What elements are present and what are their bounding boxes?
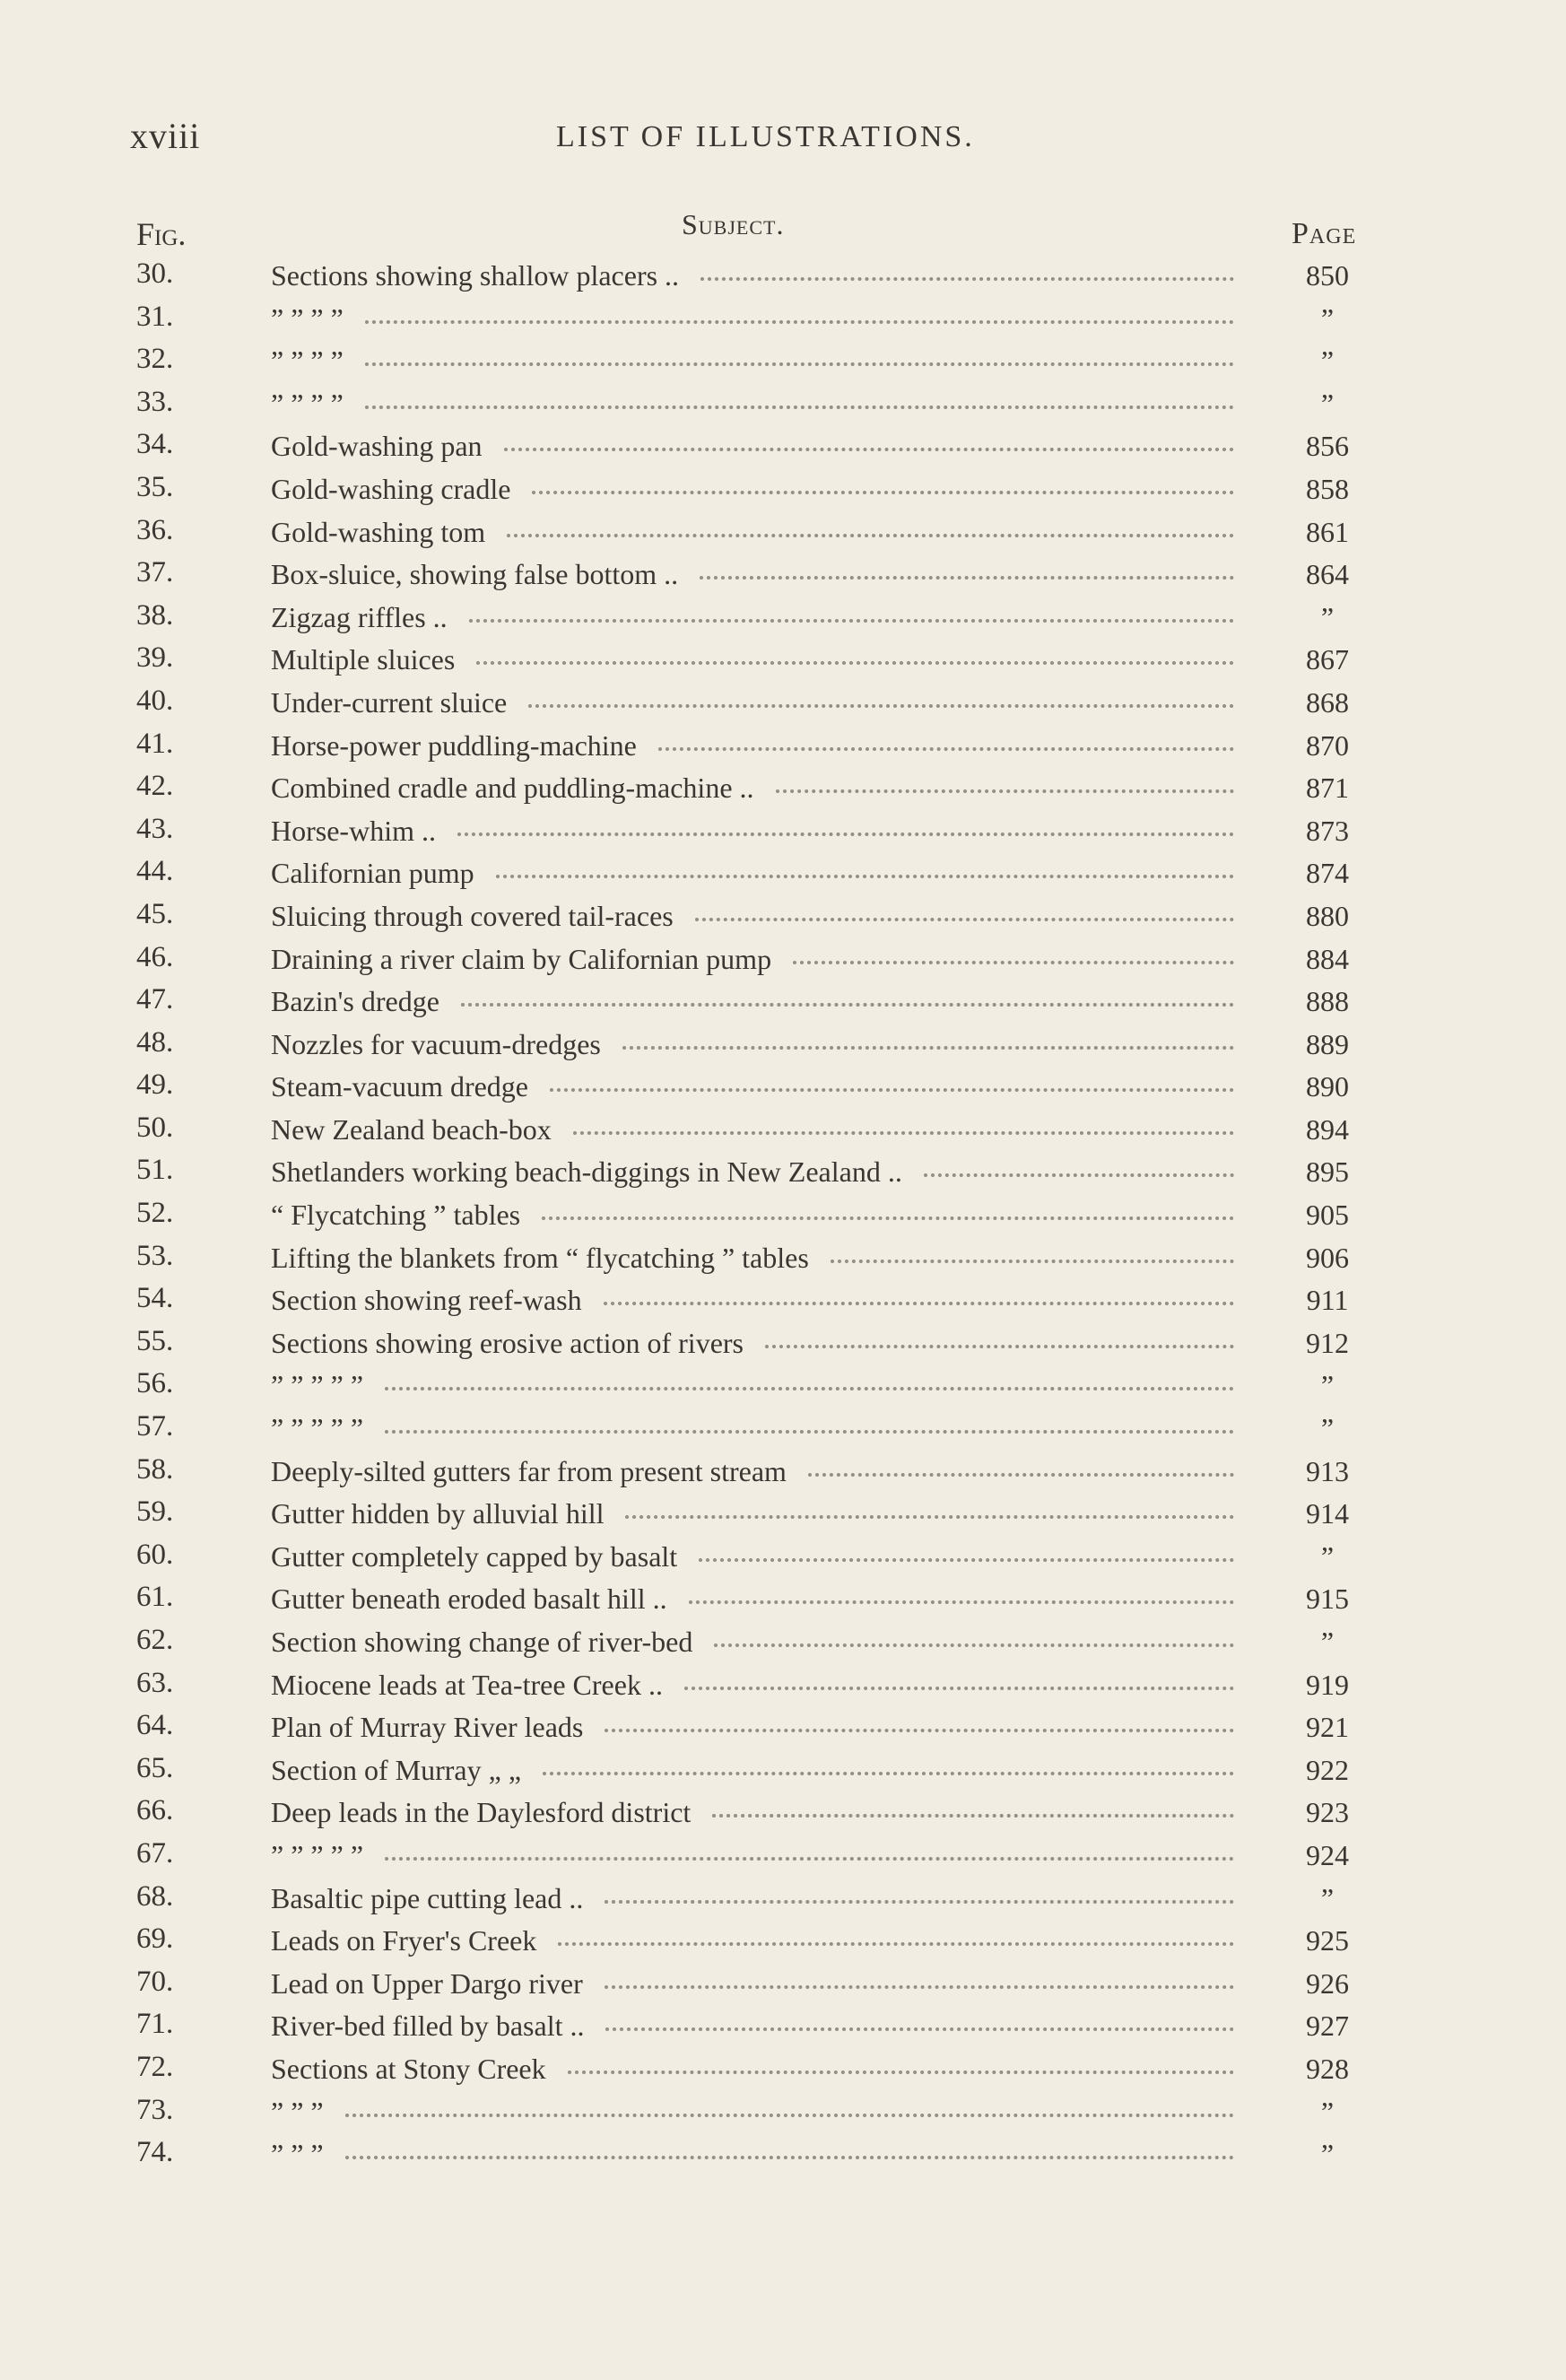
list-item: [0, 299, 1566, 342]
page-reference: 868: [1306, 685, 1349, 719]
dot-leader: [550, 1085, 1234, 1092]
list-item: [0, 1494, 1566, 1537]
figure-subject: Deep leads in the Daylesford district: [271, 1796, 692, 1829]
page-reference: 914: [1306, 1497, 1349, 1530]
dot-leader: [504, 444, 1234, 451]
list-item: [0, 1110, 1566, 1153]
list-item: [0, 726, 1566, 769]
figure-number: 54.: [136, 1282, 174, 1315]
page-reference: 925: [1306, 1924, 1349, 1957]
page-reference: 890: [1306, 1070, 1349, 1103]
figure-subject: Gutter beneath eroded basalt hill ..: [271, 1582, 667, 1616]
figure-number: 30.: [136, 257, 174, 290]
dot-leader: [605, 1896, 1234, 1904]
page-reference: 888: [1306, 985, 1349, 1018]
figure-subject: Basaltic pipe cutting lead ..: [271, 1881, 584, 1914]
list-item: [0, 1835, 1566, 1879]
figure-number: 67.: [136, 1836, 174, 1870]
page-number: xviii: [130, 116, 201, 156]
list-item: [0, 1452, 1566, 1495]
figure-number: 57.: [136, 1410, 174, 1443]
figure-subject: Deeply-silted gutters far from present stream: [271, 1454, 787, 1487]
dot-leader: [532, 487, 1234, 494]
page-reference: ”: [1320, 1881, 1335, 1914]
figure-number: 32.: [136, 343, 174, 376]
dot-leader: [568, 2067, 1234, 2074]
list-item: [0, 426, 1566, 469]
dot-leader: [461, 999, 1234, 1007]
list-item: [0, 1665, 1566, 1708]
dot-leader: [385, 1426, 1234, 1434]
list-item: [0, 2092, 1566, 2135]
list-item: [0, 2049, 1566, 2092]
figure-number: 37.: [136, 556, 174, 589]
dot-leader: [469, 615, 1234, 623]
figure-number: 74.: [136, 2136, 174, 2169]
dot-leader: [385, 1853, 1234, 1861]
dot-leader: [714, 1640, 1234, 1647]
figure-subject: ” ” ” ”: [271, 387, 344, 420]
page-reference: ”: [1320, 344, 1335, 378]
list-item: [0, 597, 1566, 641]
page-reference: 926: [1306, 1966, 1349, 2000]
figure-subject: Plan of Murray River leads: [271, 1711, 584, 1744]
figure-number: 66.: [136, 1794, 174, 1827]
list-item: [0, 1792, 1566, 1835]
list-item: [0, 768, 1566, 811]
list-item: [0, 1280, 1566, 1323]
page-reference: 873: [1306, 814, 1349, 847]
page-reference: 906: [1306, 1241, 1349, 1274]
page-reference: 923: [1306, 1796, 1349, 1829]
page-reference: ”: [1320, 301, 1335, 335]
figure-number: 45.: [136, 897, 174, 930]
list-item: [0, 1622, 1566, 1665]
list-item: [0, 1964, 1566, 2007]
page-reference: 915: [1306, 1582, 1349, 1616]
dot-leader: [700, 572, 1234, 580]
figure-number: 55.: [136, 1324, 174, 1357]
figure-subject: Horse-whim ..: [271, 814, 436, 847]
page-reference: ”: [1320, 1369, 1335, 1402]
subject-column-header: Subject.: [682, 208, 785, 240]
page-reference: ”: [1320, 1626, 1335, 1658]
figure-number: 49.: [136, 1068, 174, 1102]
list-item: [0, 1707, 1566, 1750]
figure-number: 39.: [136, 641, 174, 675]
figure-subject: ” ” ”: [271, 2095, 324, 2128]
figure-number: 70.: [136, 1965, 174, 1998]
dot-leader: [700, 274, 1234, 281]
page-reference: 924: [1306, 1838, 1349, 1871]
list-item: [0, 1067, 1566, 1110]
list-item: [0, 384, 1566, 427]
dot-leader: [542, 1213, 1234, 1220]
dot-leader: [684, 1683, 1234, 1690]
figure-number: 40.: [136, 684, 174, 717]
page-reference: 911: [1306, 1284, 1349, 1317]
page-reference: 850: [1306, 259, 1349, 292]
figure-subject: Leads on Fryer's Creek: [271, 1924, 537, 1957]
figure-subject: Gold-washing cradle: [271, 472, 511, 505]
column-headers: [0, 208, 1566, 253]
list-item: [0, 1879, 1566, 1922]
figure-subject: Shetlanders working beach-diggings in New Zealand ..: [271, 1155, 902, 1189]
figure-number: 35.: [136, 470, 174, 503]
list-item: [0, 1365, 1566, 1408]
figure-number: 34.: [136, 428, 174, 461]
page-reference: 870: [1306, 728, 1349, 762]
page-reference: ”: [1320, 2138, 1335, 2171]
list-item: [0, 1195, 1566, 1238]
figure-subject: Gold-washing pan: [271, 430, 483, 463]
figure-number: 43.: [136, 812, 174, 845]
figure-number: 48.: [136, 1025, 174, 1059]
figure-subject: Californian pump: [271, 857, 474, 890]
dot-leader: [507, 530, 1234, 537]
page-reference: 889: [1306, 1027, 1349, 1060]
list-item: [0, 341, 1566, 384]
list-item: [0, 1323, 1566, 1366]
page-reference: ”: [1320, 2095, 1335, 2128]
list-item: [0, 256, 1566, 299]
dot-leader: [831, 1256, 1234, 1263]
page-reference: 895: [1306, 1155, 1349, 1189]
list-item: [0, 469, 1566, 512]
figure-number: 50.: [136, 1111, 174, 1144]
dot-leader: [605, 2024, 1234, 2031]
dot-leader: [765, 1341, 1234, 1348]
figure-number: 56.: [136, 1367, 174, 1400]
dot-leader: [476, 658, 1234, 665]
list-item: [0, 853, 1566, 896]
figure-number: 31.: [136, 300, 174, 333]
figure-number: 63.: [136, 1666, 174, 1699]
figure-number: 41.: [136, 727, 174, 760]
figure-number: 68.: [136, 1879, 174, 1913]
figure-number: 73.: [136, 2093, 174, 2126]
dot-leader: [622, 1042, 1234, 1050]
list-item: [0, 1024, 1566, 1068]
figure-number: 47.: [136, 983, 174, 1016]
figure-subject: Combined cradle and puddling-machine ..: [271, 772, 754, 805]
dot-leader: [625, 1512, 1234, 1519]
dot-leader: [604, 1298, 1234, 1305]
list-item: [0, 640, 1566, 683]
figure-subject: Horse-power puddling-machine: [271, 728, 637, 762]
figure-subject: Bazin's dredge: [271, 985, 439, 1018]
figure-subject: Miocene leads at Tea-tree Creek ..: [271, 1668, 663, 1701]
dot-leader: [712, 1810, 1234, 1818]
figure-number: 58.: [136, 1452, 174, 1486]
figure-number: 36.: [136, 513, 174, 546]
dot-leader: [496, 871, 1234, 878]
page-reference: 913: [1306, 1454, 1349, 1487]
dot-leader: [605, 1982, 1234, 1989]
dot-leader: [385, 1383, 1234, 1391]
dot-leader: [689, 1597, 1234, 1604]
fig-column-header: Fig.: [136, 216, 187, 252]
list-item: [0, 1408, 1566, 1452]
dot-leader: [528, 701, 1234, 708]
figure-subject: River-bed filled by basalt ..: [271, 2009, 585, 2043]
list-item: [0, 1750, 1566, 1793]
figure-number: 38.: [136, 598, 174, 632]
list-item: [0, 1921, 1566, 1964]
running-head: [0, 115, 1566, 169]
page-reference: 864: [1306, 558, 1349, 591]
dot-leader: [658, 744, 1234, 751]
dot-leader: [457, 829, 1234, 836]
list-item: [0, 981, 1566, 1024]
figure-subject: Nozzles for vacuum-dredges: [271, 1027, 601, 1060]
dot-leader: [365, 402, 1234, 409]
list-item: [0, 512, 1566, 555]
page-reference: 874: [1306, 857, 1349, 890]
page-reference: 858: [1306, 472, 1349, 505]
list-item: [0, 683, 1566, 726]
dot-leader: [808, 1469, 1234, 1477]
list-item: [0, 1579, 1566, 1622]
figure-subject: ” ” ” ” ”: [271, 1412, 364, 1445]
figure-subject: ” ” ” ”: [271, 344, 344, 378]
figure-number: 64.: [136, 1709, 174, 1742]
list-item: [0, 939, 1566, 982]
list-item: [0, 811, 1566, 854]
page-reference: 928: [1306, 2052, 1349, 2085]
figure-subject: New Zealand beach-box: [271, 1112, 552, 1146]
dot-leader: [699, 1555, 1234, 1562]
figure-subject: Section showing change of river-bed: [271, 1626, 693, 1658]
figure-number: 65.: [136, 1751, 174, 1784]
list-item: [0, 2006, 1566, 2049]
illustration-list: [0, 256, 1566, 2177]
figure-subject: Sections showing shallow placers ..: [271, 259, 680, 292]
figure-number: 44.: [136, 855, 174, 888]
page-column-header: Page: [1292, 217, 1357, 250]
figure-subject: ” ” ” ” ”: [271, 1369, 364, 1402]
figure-subject: “ Flycatching ” tables: [271, 1199, 521, 1232]
dot-leader: [558, 1939, 1234, 1946]
figure-number: 62.: [136, 1624, 174, 1656]
figure-subject: Section of Murray „ „: [271, 1753, 522, 1786]
figure-subject: Lead on Upper Dargo river: [271, 1966, 583, 2000]
page-reference: 927: [1306, 2009, 1349, 2043]
figure-subject: Section showing reef-wash: [271, 1284, 582, 1317]
dot-leader: [776, 786, 1234, 793]
figure-subject: Lifting the blankets from “ flycatching ” tables: [271, 1241, 809, 1274]
list-item: [0, 1238, 1566, 1281]
running-title: LIST OF ILLUSTRATIONS.: [556, 120, 975, 153]
page-reference: 919: [1306, 1668, 1349, 1701]
page-reference: ”: [1320, 1412, 1335, 1445]
page-reference: 856: [1306, 430, 1349, 463]
figure-subject: Box-sluice, showing false bottom ..: [271, 558, 679, 591]
page-reference: ”: [1320, 600, 1335, 633]
dot-leader: [924, 1170, 1234, 1177]
figure-number: 59.: [136, 1495, 174, 1529]
page-reference: ”: [1320, 387, 1335, 420]
figure-number: 42.: [136, 770, 174, 803]
list-item: [0, 1152, 1566, 1195]
page-reference: 867: [1306, 643, 1349, 676]
figure-subject: ” ” ” ”: [271, 301, 344, 335]
figure-subject: Multiple sluices: [271, 643, 456, 676]
figure-subject: Zigzag riffles ..: [271, 600, 448, 633]
figure-subject: Steam-vacuum dredge: [271, 1070, 528, 1103]
page-reference: 905: [1306, 1199, 1349, 1232]
dot-leader: [605, 1725, 1234, 1732]
figure-number: 72.: [136, 2050, 174, 2083]
figure-number: 69.: [136, 1922, 174, 1956]
dot-leader: [345, 2152, 1234, 2159]
page-reference: 921: [1306, 1711, 1349, 1744]
figure-number: 51.: [136, 1154, 174, 1187]
figure-subject: ” ” ” ” ”: [271, 1838, 364, 1871]
list-item: [0, 1537, 1566, 1580]
figure-number: 61.: [136, 1581, 174, 1614]
figure-subject: Draining a river claim by Californian pump: [271, 942, 772, 975]
figure-subject: Gutter completely capped by basalt: [271, 1539, 678, 1573]
dot-leader: [573, 1128, 1234, 1135]
list-item: [0, 896, 1566, 939]
figure-subject: Gutter hidden by alluvial hill: [271, 1497, 605, 1530]
dot-leader: [345, 2110, 1234, 2117]
figure-number: 60.: [136, 1538, 174, 1571]
figure-number: 52.: [136, 1197, 174, 1230]
dot-leader: [365, 359, 1234, 366]
list-item: [0, 554, 1566, 597]
figure-subject: Sluicing through covered tail-races: [271, 899, 674, 932]
dot-leader: [543, 1768, 1234, 1775]
figure-number: 33.: [136, 385, 174, 418]
page-reference: ”: [1320, 1539, 1335, 1573]
figure-subject: ” ” ”: [271, 2138, 324, 2171]
list-item: [0, 2134, 1566, 2177]
page-reference: 912: [1306, 1326, 1349, 1359]
figure-number: 71.: [136, 2008, 174, 2041]
dot-leader: [695, 914, 1234, 921]
page-reference: 922: [1306, 1753, 1349, 1786]
figure-subject: Under-current sluice: [271, 685, 508, 719]
dot-leader: [793, 957, 1234, 964]
page-reference: 861: [1306, 515, 1349, 548]
page-reference: 871: [1306, 772, 1349, 805]
figure-subject: Sections at Stony Creek: [271, 2052, 546, 2085]
page-reference: 884: [1306, 942, 1349, 975]
page-reference: 894: [1306, 1112, 1349, 1146]
dot-leader: [365, 317, 1234, 324]
figure-number: 46.: [136, 940, 174, 973]
figure-subject: Gold-washing tom: [271, 515, 486, 548]
figure-subject: Sections showing erosive action of rivers: [271, 1326, 744, 1359]
figure-number: 53.: [136, 1239, 174, 1272]
page-reference: 880: [1306, 899, 1349, 932]
